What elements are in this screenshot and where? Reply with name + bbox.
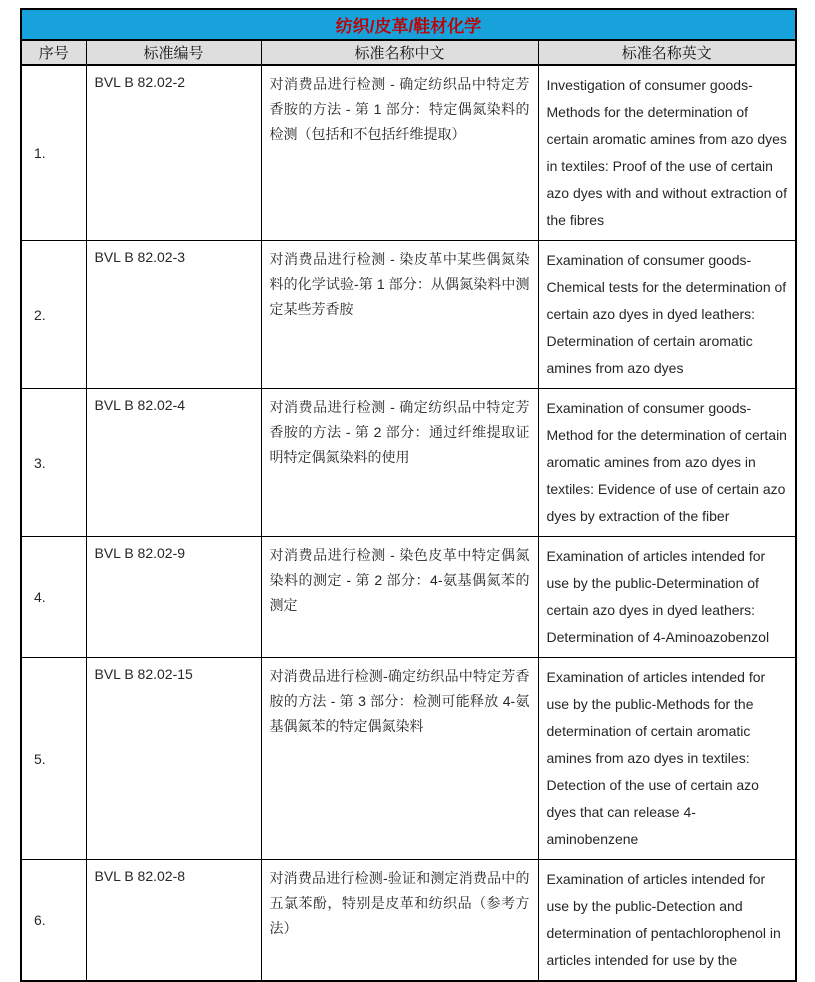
column-header-name-cn: 标准名称中文: [261, 40, 538, 65]
table-row: [21, 389, 796, 537]
standard-name-en-cell: Examination of articles intended for use by the public-Methods for the determination of certain aromatic amines from azo dyes in textiles: Detection of the use of certain azo dyes that can release 4-aminobenzene: [538, 658, 796, 860]
standard-name-cn-cell: 对消费品进行检测 - 确定纺织品中特定芳香胺的方法 - 第 1 部分：特定偶氮染料的检测（包括和不包括纤维提取）: [261, 65, 538, 241]
table-row: [21, 241, 796, 389]
table-row: [21, 860, 796, 982]
standard-name-en-cell: Investigation of consumer goods-Methods for the determination of certain aromatic amines from azo dyes in textiles: Proof of the use of certain azo dyes with and without extraction of the fibres: [538, 65, 796, 241]
standard-name-en-cell: Examination of articles intended for use by the public-Determination of certain azo dyes in dyed leathers: Determination of 4-Aminoazobenzol: [538, 537, 796, 658]
standard-name-cn-cell: 对消费品进行检测-确定纺织品中特定芳香胺的方法 - 第 3 部分：检测可能释放 4-氨基偶氮苯的特定偶氮染料: [261, 658, 538, 860]
standard-code-cell: BVL B 82.02-8: [86, 860, 261, 982]
standard-name-en-cell: Examination of consumer goods-Chemical tests for the determination of certain azo dyes in dyed leathers: Determination of certain aromatic amines from azo dyes: [538, 241, 796, 389]
table-row: [21, 537, 796, 658]
standard-code-cell: BVL B 82.02-9: [86, 537, 261, 658]
table-title-row: [21, 9, 796, 40]
column-header-index: 序号: [21, 40, 86, 65]
standard-code-cell: BVL B 82.02-3: [86, 241, 261, 389]
row-index-cell: 6.: [21, 860, 86, 982]
row-index-cell: 5.: [21, 658, 86, 860]
row-index-cell: 4.: [21, 537, 86, 658]
standard-code-cell: BVL B 82.02-4: [86, 389, 261, 537]
row-index-cell: 1.: [21, 65, 86, 241]
column-header-standard-code: 标准编号: [86, 40, 261, 65]
standard-code-cell: BVL B 82.02-15: [86, 658, 261, 860]
table-header-row: [21, 40, 796, 65]
standard-name-cn-cell: 对消费品进行检测 - 确定纺织品中特定芳香胺的方法 - 第 2 部分：通过纤维提取证明特定偶氮染料的使用: [261, 389, 538, 537]
table-title: 纺织/皮革/鞋材化学: [21, 9, 796, 40]
standard-name-cn-cell: 对消费品进行检测-验证和测定消费品中的五氯苯酚，特别是皮革和纺织品（参考方法）: [261, 860, 538, 982]
row-index-cell: 2.: [21, 241, 86, 389]
standard-name-en-cell: Examination of consumer goods-Method for the determination of certain aromatic amines from azo dyes in textiles: Evidence of use of certain azo dyes by extraction of the fiber: [538, 389, 796, 537]
column-header-name-en: 标准名称英文: [538, 40, 796, 65]
table-row: [21, 658, 796, 860]
standard-name-cn-cell: 对消费品进行检测 - 染皮革中某些偶氮染料的化学试验-第 1 部分：从偶氮染料中测定某些芳香胺: [261, 241, 538, 389]
standards-table: [20, 8, 797, 982]
table-row: [21, 65, 796, 241]
row-index-cell: 3.: [21, 389, 86, 537]
standard-code-cell: BVL B 82.02-2: [86, 65, 261, 241]
standard-name-en-cell: Examination of articles intended for use by the public-Detection and determination of pentachlorophenol in articles intended for use by the: [538, 860, 796, 982]
standard-name-cn-cell: 对消费品进行检测 - 染色皮革中特定偶氮染料的测定 - 第 2 部分：4-氨基偶氮苯的测定: [261, 537, 538, 658]
